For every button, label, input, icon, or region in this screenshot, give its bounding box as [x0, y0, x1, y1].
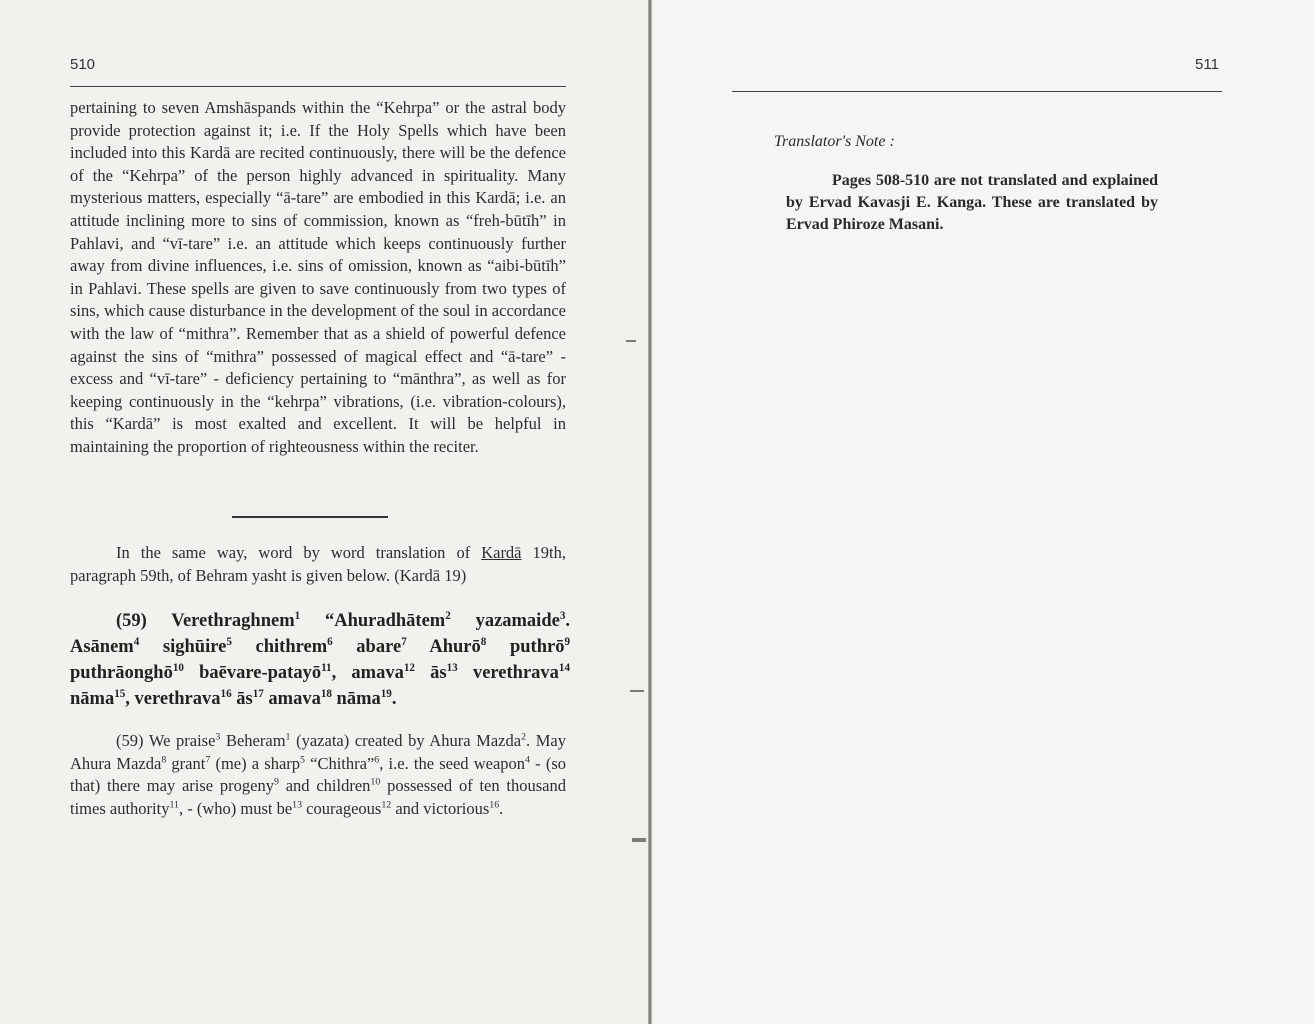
- footnote-index: 12: [403, 661, 415, 674]
- footnote-index: 18: [320, 687, 332, 700]
- footnote-index: 4: [133, 635, 140, 648]
- text-run: puthrāonghō: [70, 663, 173, 683]
- text-run: Beheram: [220, 731, 286, 750]
- section-divider: [232, 516, 388, 518]
- text-run: courageous: [302, 798, 382, 818]
- translator-note-text: Pages 508-510 are not translated and explained by Ervad Kavasji E. Kanga. These are translated by Ervad Phiroze Masani.: [786, 172, 1158, 233]
- text-run: “Chithra”: [304, 753, 375, 773]
- footnote-index: 16: [220, 687, 232, 700]
- text-run: (59) We praise: [116, 731, 216, 750]
- footnote-index: 12: [381, 799, 392, 811]
- footnote-index: 7: [401, 635, 407, 648]
- text-run: (yazata) created by Ahura Mazda: [290, 731, 522, 750]
- text-run: nāma: [70, 689, 115, 709]
- text-run: sighūire: [139, 637, 227, 657]
- footnote-index: 19: [380, 687, 392, 700]
- header-rule: [732, 91, 1222, 92]
- text-run: , amava: [331, 663, 404, 683]
- text-run: possessed of ten thousand times authority: [70, 776, 566, 818]
- footnote-index: 6: [327, 635, 333, 648]
- avestan-verse: [70, 608, 570, 712]
- text-run: and children: [278, 776, 371, 796]
- text-run: grant: [166, 753, 206, 773]
- footnote-index: 10: [370, 776, 381, 788]
- footnote-index: 5: [300, 754, 305, 766]
- footnote-index: 15: [114, 687, 126, 700]
- footnote-index: 5: [226, 635, 232, 648]
- intro-paragraph: [70, 542, 566, 587]
- text-run: ās: [231, 689, 253, 709]
- text-run: verethrava: [457, 663, 559, 683]
- intro-text-start: In the same way, word by word translation of: [116, 543, 482, 562]
- translator-note-heading: Translator's Note :: [774, 133, 895, 150]
- footnote-index: 2: [445, 609, 451, 622]
- text-run: puthrō: [486, 637, 565, 657]
- footnote-index: 3: [215, 731, 221, 743]
- scan-mark: [632, 838, 646, 842]
- footnote-index: 8: [480, 635, 487, 648]
- left-page: [0, 0, 650, 1024]
- footnote-index: 9: [564, 635, 570, 648]
- text-run: (me) a sharp: [210, 753, 301, 773]
- footnote-index: 1: [294, 609, 301, 622]
- text-run: - (so that) there may arise progeny: [70, 753, 566, 796]
- footnote-index: 14: [558, 661, 570, 674]
- footnote-index: 10: [172, 661, 184, 674]
- footnote-index: 6: [374, 754, 380, 766]
- text-run: ās: [414, 663, 447, 683]
- text-run: , - (who) must be: [178, 798, 293, 818]
- text-run: , i.e. the seed weapon: [379, 753, 526, 773]
- footnote-index: 13: [446, 661, 458, 674]
- text-run: chithrem: [231, 637, 328, 657]
- footnote-index: 3: [559, 609, 566, 622]
- text-run: nāma: [331, 689, 381, 709]
- text-run: .: [499, 798, 504, 818]
- text-run: (59) Verethraghnem: [116, 611, 295, 631]
- footnote-index: 7: [205, 754, 211, 766]
- text-run: baēvare-patayō: [183, 663, 322, 683]
- scan-mark: [626, 340, 636, 342]
- text-run: . May Ahura Mazda: [70, 731, 566, 773]
- right-page: [652, 0, 1314, 1024]
- header-rule: [70, 86, 566, 87]
- text-run: . Asānem: [70, 611, 570, 657]
- scan-mark: [630, 690, 644, 692]
- footnote-index: 9: [274, 776, 279, 788]
- text-run: Ahurō: [406, 637, 481, 657]
- footnote-index: 17: [252, 687, 264, 700]
- page-number: 510: [70, 56, 96, 73]
- text-run: , verethrava: [125, 689, 221, 709]
- text-run: amava: [263, 689, 321, 709]
- page-number: 511: [1195, 56, 1219, 73]
- text-run: yazamaide: [450, 611, 560, 631]
- text-run: .: [391, 689, 397, 709]
- footnote-index: 11: [169, 799, 179, 811]
- footnote-index: 11: [321, 661, 332, 674]
- footnote-index: 4: [525, 754, 530, 766]
- text-run: and victorious: [391, 798, 490, 818]
- footnote-index: 1: [285, 731, 291, 743]
- body-paragraph: pertaining to seven Amshāspands within the “Kehrpa” or the astral body provide protection against it; i.e. If the Holy Spells which have been included into this Kardā are recited continuously, there will be the defence of the “Kehrpa” of the person highly advanced in spirituality. Many mysterious matters, especially “ā-tare” are embodied in this Kardā; i.e. an attitude inclining more to sins of commission, known as “freh-būtīh” in Pahlavi, and “vī-tare” i.e. an attitude which keeps continuously further away from divine influences, i.e. sins of omission, known as “aibi-būtīh” in Pahlavi. These spells are given to save continuously from two types of sins, which cause disturbance in the development of the soul in accordance with the law of “mithra”. Remember that as a shield of powerful defence against the sins of “mithra” possessed of magical effect and “ā-tare” - excess and “vī-tare” - deficiency pertaining to “mānthra”, as well as for keeping continuously in the “kehrpa” vibrations, (i.e. vibration-colours), this “Kardā” is most exalted and excellent. It will be helpful in maintaining the proportion of righteousness within the reciter.: [70, 98, 566, 456]
- karda-underlined-term: Kardā: [481, 543, 522, 562]
- footnote-index: 16: [489, 799, 500, 811]
- footnote-index: 2: [521, 731, 526, 743]
- footnote-index: 13: [292, 799, 303, 811]
- intro-text-end: 19th, paragraph 59th, of Behram yasht is given below. (Kardā 19): [70, 543, 566, 585]
- verse-translation: [70, 730, 566, 820]
- text-run: “Ahuradhātem: [300, 611, 446, 631]
- text-run: abare: [332, 637, 402, 657]
- footnote-index: 8: [161, 754, 167, 766]
